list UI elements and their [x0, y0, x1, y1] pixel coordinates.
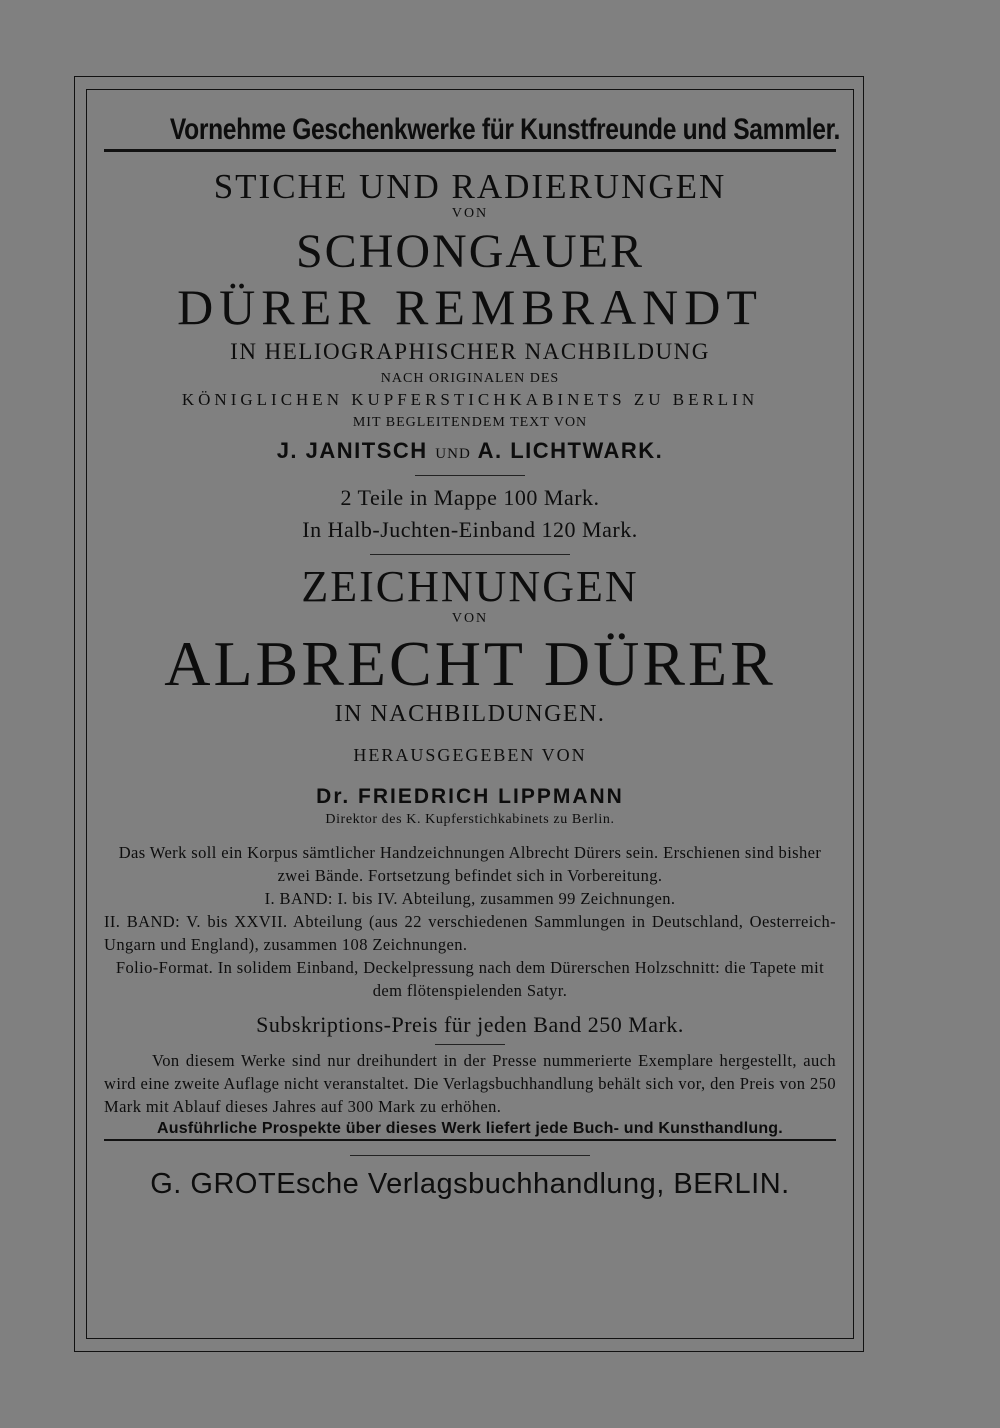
- author-lichtwark: A. LICHTWARK.: [477, 438, 664, 463]
- work1-technique: IN HELIOGRAPHISCHER NACHBILDUNG: [230, 339, 710, 364]
- work1-price1: 2 Teile in Mappe 100 Mark.: [340, 485, 600, 510]
- work2-editor: Dr. FRIEDRICH LIPPMANN: [316, 785, 624, 808]
- publisher-imprint: G. GROTEsche Verlagsbuchhandlung, BERLIN.: [150, 1168, 790, 1200]
- divider-footer: [350, 1155, 590, 1156]
- work1-artists-line1: SCHONGAUER: [295, 225, 645, 278]
- work2-description: [104, 841, 836, 1002]
- advertisement-page: [86, 89, 854, 1339]
- work2-notice: Von diesem Werke sind nur dreihundert in der Presse nummerierte Exemplare hergestellt, auch wird eine zweite Auflage nicht veranstaltet. Die Verlagsbuchhandlung behält sich vor, den Preis von 250 Mark mit Ablauf dieses Jahres auf 300 Mark zu erhöhen.: [104, 1051, 836, 1116]
- work2-band1: I. BAND: I. bis IV. Abteilung, zusammen 99 Zeichnungen.: [264, 889, 676, 908]
- work2-format: Folio-Format. In solidem Einband, Deckelpressung nach dem Dürerschen Holzschnitt: die Tapete mit dem flötenspielenden Satyr.: [115, 958, 825, 1000]
- work2-artist: ALBRECHT DÜRER: [164, 628, 776, 699]
- divider-short: [415, 475, 525, 476]
- authors-und: UND: [435, 446, 471, 462]
- work1-authors: [104, 436, 836, 469]
- headline-underline: [104, 149, 836, 152]
- work2-subscription-price: Subskriptions-Preis für jeden Band 250 Mark.: [256, 1012, 684, 1037]
- work1-source-line2: KÖNIGLICHEN KUPFERSTICHKABINETS ZU BERLIN: [181, 390, 759, 409]
- work1-text-line: MIT BEGLEITENDEM TEXT VON: [352, 415, 588, 430]
- work2-technique: IN NACHBILDUNGEN.: [334, 701, 606, 727]
- work1-artists-line2: DÜRER REMBRANDT: [177, 279, 763, 335]
- work1-source-line1: NACH ORIGINALEN DES: [380, 371, 560, 386]
- work1-price2: In Halb-Juchten-Einband 120 Mark.: [302, 517, 638, 542]
- divider-section: [370, 554, 570, 555]
- divider-short-2: [435, 1044, 505, 1045]
- prospekte-line: Ausführliche Prospekte über dieses Werk liefert jede Buch- und Kunsthandlung.: [104, 1120, 836, 1141]
- author-janitsch: J. JANITSCH: [276, 438, 428, 463]
- work2-editor-title: Direktor des K. Kupferstichkabinets zu Berlin.: [325, 812, 615, 827]
- work2-von: VON: [451, 611, 489, 626]
- work2-editor-line: HERAUSGEGEBEN VON: [353, 745, 587, 765]
- work2-band2: II. BAND: V. bis XXVII. Abteilung (aus 22 verschiedenen Sammlungen in Deutschland, Oesterreich-Ungarn und England), zusammen 108 Zeichnungen.: [104, 912, 836, 954]
- work1-von: VON: [451, 206, 489, 221]
- headline: Vornehme Geschenkwerke für Kunstfreunde und Sammler.: [169, 113, 840, 146]
- work2-desc1: Das Werk soll ein Korpus sämtlicher Handzeichnungen Albrecht Dürers sein. Erschienen sind bisher zwei Bände. Fortsetzung befindet sich in Vorbereitung.: [118, 843, 822, 885]
- work2-title: ZEICHNUNGEN: [301, 562, 639, 611]
- work1-title: STICHE UND RADIERUNGEN: [213, 167, 727, 206]
